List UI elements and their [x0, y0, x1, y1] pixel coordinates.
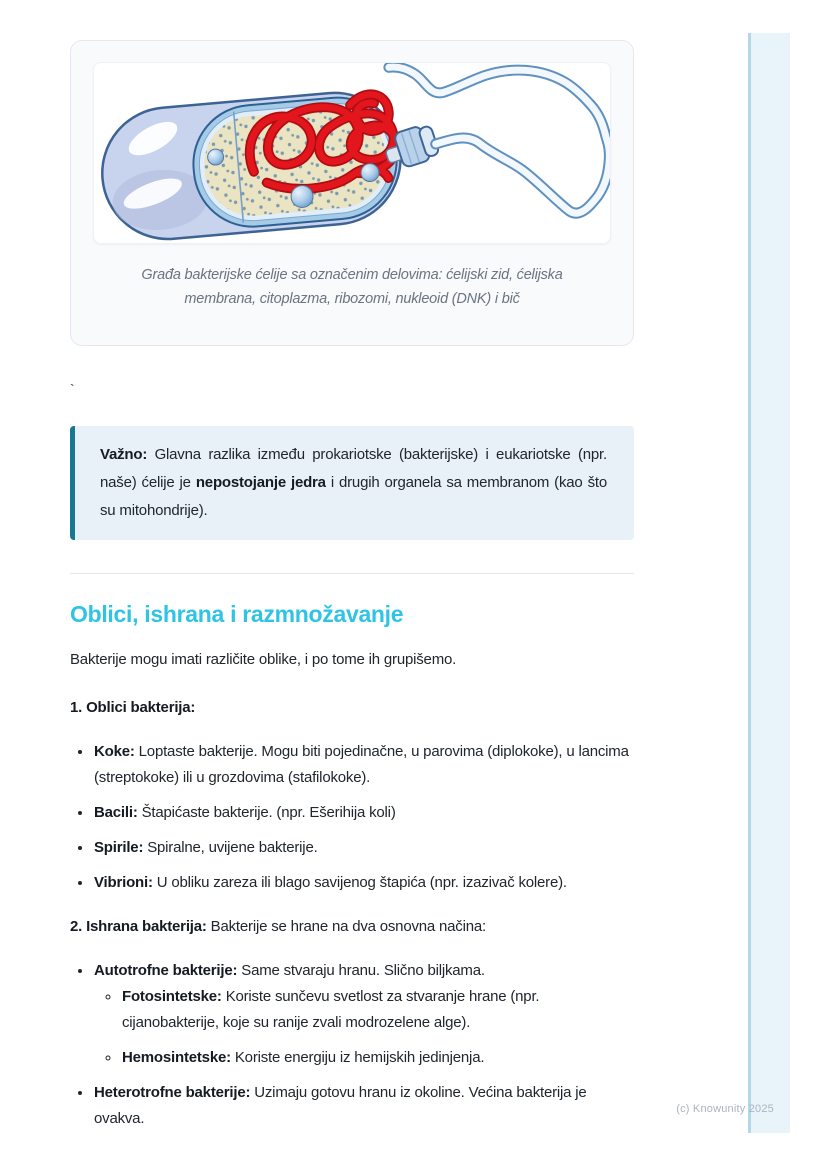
- list-item: [93, 958, 634, 1071]
- callout-text-after: i drugih organela sa membranom (kao što su mitohondrije).: [100, 474, 607, 519]
- figure-image-panel: [93, 62, 611, 244]
- list-item-desc: Uzimaju gotovu hranu iz okoline. Većina bakterija je ovakva.: [94, 1084, 587, 1127]
- section-divider: [70, 573, 634, 574]
- list-item: [121, 1045, 634, 1071]
- bacterium-cell-illustration: [94, 62, 610, 244]
- list-item-term: Autotrofne bakterije:: [94, 962, 238, 979]
- list-item-term: Hemosintetske:: [122, 1049, 231, 1066]
- list-item-term: Spirile:: [94, 839, 144, 856]
- list-item-desc: U obliku zareza ili blago savijenog štapića (npr. izazivač kolere).: [156, 874, 567, 891]
- watermark: (c) Knowunity 2025: [676, 1103, 774, 1115]
- autotrophic-sub-list: [94, 984, 634, 1071]
- list-item: [93, 800, 634, 826]
- list-item-term: Fotosintetske:: [122, 988, 222, 1005]
- article-content: [70, 0, 634, 1141]
- shapes-list: [70, 739, 634, 896]
- section-intro: Bakterije mogu imati različite oblike, i po tome ih grupišemo.: [70, 651, 457, 668]
- list-item-term: Bacili:: [94, 804, 138, 821]
- callout-label: Važno:: [100, 446, 148, 463]
- list-item-desc: Štapićaste bakterije. (npr. Ešerihija koli): [141, 804, 396, 821]
- cell-body: [97, 87, 406, 244]
- list-item-term: Vibrioni:: [94, 874, 153, 891]
- callout-text-before: Glavna razlika između prokariotske (bakterijske) i eukariotske (npr. naše) ćelije je: [100, 446, 607, 491]
- nutrition-intro: Bakterije se hrane na dva osnovna načina:: [206, 918, 486, 935]
- callout-bold-phrase: nepostojanje jedra: [195, 474, 326, 491]
- figure-card: [70, 40, 634, 346]
- right-margin-strip: [748, 33, 790, 1133]
- list-item: [93, 739, 634, 791]
- list-item-term: Heterotrofne bakterije:: [94, 1084, 251, 1101]
- list-item-desc: Koriste energiju iz hemijskih jedinjenja.: [234, 1049, 485, 1066]
- shapes-list-title: 1. Oblici bakterija:: [70, 699, 196, 716]
- list-item: [121, 984, 634, 1036]
- nutrition-title-line: [70, 914, 634, 940]
- list-item: [93, 835, 634, 861]
- figure-caption: [93, 244, 611, 345]
- list-item-term: Koke:: [94, 743, 135, 760]
- list-item: [93, 1080, 634, 1132]
- nutrition-list: [70, 958, 634, 1132]
- nutrition-title: 2. Ishrana bakterija:: [70, 918, 207, 935]
- list-item: [93, 870, 634, 896]
- figure-caption-text: Građa bakterijske ćelije sa označenim delovima: ćelijski zid, ćelijska membrana, citoplazma, ribozomi, nukleoid (DNK) i bič: [141, 267, 563, 307]
- stray-backtick: `: [70, 381, 75, 397]
- list-item-desc: Same stvaraju hranu. Slično biljkama.: [241, 962, 485, 979]
- section-heading: Oblici, ishrana i razmnožavanje: [70, 601, 404, 627]
- list-item-desc: Loptaste bakterije. Mogu biti pojedinačne, u parovima (diplokoke), u lancima (streptokoke) ili u grozdovima (stafilokoke).: [94, 743, 629, 786]
- important-callout: [70, 426, 634, 540]
- list-item-desc: Koriste sunčevu svetlost za stvaranje hrane (npr. cijanobakterije, koje su ranije zvali modrozelene alge).: [122, 988, 540, 1031]
- list-item-desc: Spiralne, uvijene bakterije.: [147, 839, 318, 856]
